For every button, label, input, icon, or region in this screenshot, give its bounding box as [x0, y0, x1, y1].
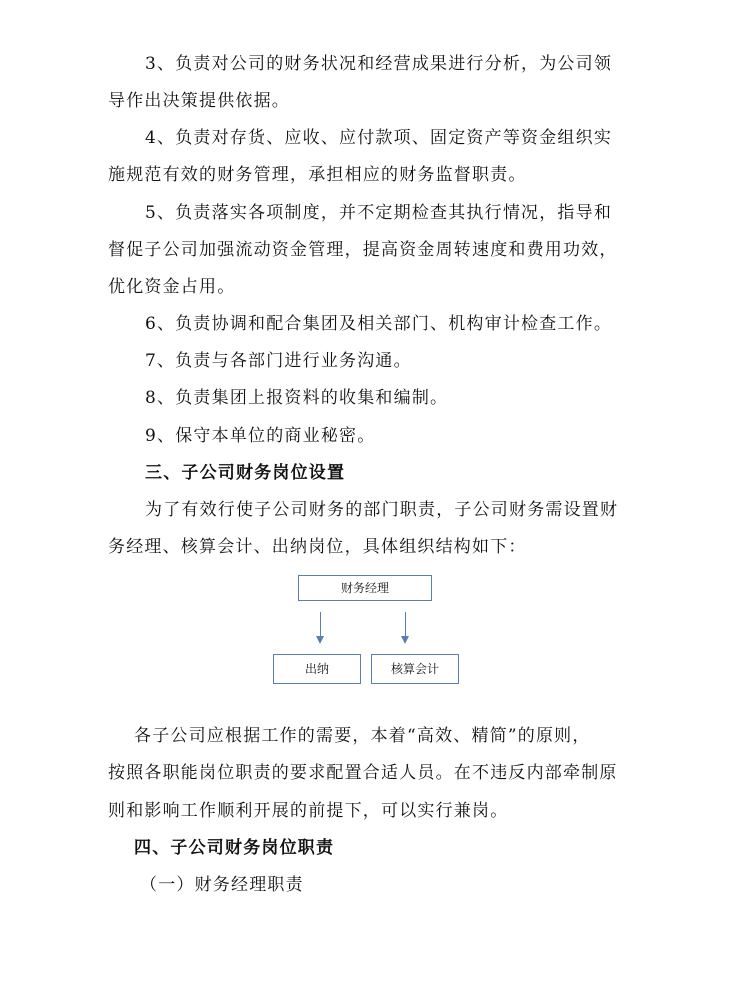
paragraph-5-line-3: 优化资金占用。 — [108, 277, 236, 297]
org-arrow-left-line — [320, 612, 321, 638]
org-box-finance-manager: 财务经理 — [298, 575, 432, 601]
section-3-body-line-3: 则和影响工作顺利开展的前提下，可以实行兼岗。 — [108, 801, 509, 821]
paragraph-5-line-1: 5、负责落实各项制度，并不定期检查其执行情况，指导和 — [145, 203, 613, 223]
paragraph-4-line-2: 施规范有效的财务管理，承担相应的财务监督职责。 — [108, 165, 527, 185]
section-3-heading: 三、子公司财务岗位设置 — [145, 463, 346, 483]
paragraph-6: 6、负责协调和配合集团及相关部门、机构审计检查工作。 — [145, 314, 613, 334]
section-4-heading: 四、子公司财务岗位职责 — [134, 838, 335, 858]
org-box-accountant: 核算会计 — [371, 654, 459, 684]
paragraph-8: 8、负责集团上报资料的收集和编制。 — [145, 388, 449, 408]
paragraph-7: 7、负责与各部门进行业务沟通。 — [145, 351, 412, 371]
org-box-cashier: 出纳 — [273, 654, 361, 684]
section-4-sub-1: （一）财务经理职责 — [140, 875, 304, 895]
section-3-body-line-2: 按照各职能岗位职责的要求配置合适人员。在不违反内部牵制原 — [108, 763, 618, 783]
paragraph-9: 9、保守本单位的商业秘密。 — [145, 426, 376, 446]
section-3-intro-line-1: 为了有效行使子公司财务的部门职责，子公司财务需设置财 — [145, 500, 619, 520]
paragraph-5-line-2: 督促子公司加强流动资金管理，提高资金周转速度和费用功效， — [108, 240, 618, 260]
paragraph-3-line-2: 导作出决策提供依据。 — [108, 91, 290, 111]
paragraph-3-line-1: 3、负责对公司的财务状况和经营成果进行分析，为公司领 — [145, 54, 613, 74]
org-arrow-right-line — [405, 612, 406, 638]
section-3-body-line-1: 各子公司应根据工作的需要，本着“高效、精简”的原则， — [134, 726, 591, 746]
org-arrow-left-head — [316, 636, 324, 644]
org-arrow-right-head — [401, 636, 409, 644]
paragraph-4-line-1: 4、负责对存货、应收、应付款项、固定资产等资金组织实 — [145, 128, 613, 148]
section-3-intro-line-2: 务经理、核算会计、出纳岗位，具体组织结构如下： — [108, 537, 527, 557]
